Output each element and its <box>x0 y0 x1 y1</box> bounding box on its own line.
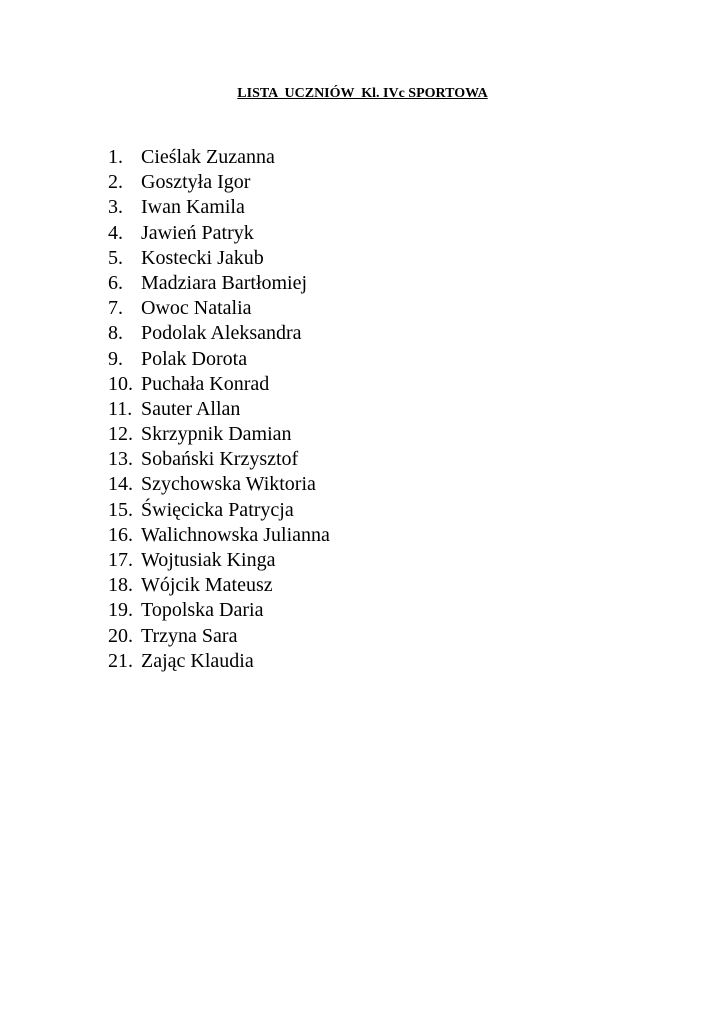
list-item <box>108 598 330 623</box>
list-item-name: Polak Dorota <box>141 347 248 370</box>
list-item <box>108 573 330 598</box>
list-item <box>108 296 330 321</box>
list-item <box>108 422 330 447</box>
list-item-name: Sauter Allan <box>141 397 241 420</box>
list-item-number: 8. <box>108 322 123 345</box>
list-item-name: Szychowska Wiktoria <box>141 473 316 496</box>
list-item <box>108 271 330 296</box>
list-item-name: Madziara Bartłomiej <box>141 271 308 294</box>
list-item-name: Podolak Aleksandra <box>141 322 302 345</box>
list-item-number: 15. <box>108 498 133 521</box>
list-item <box>108 347 330 372</box>
list-item-name: Kostecki Jakub <box>141 246 264 269</box>
list-item <box>108 649 330 674</box>
list-item-name: Skrzypnik Damian <box>141 423 292 446</box>
page-title: LISTA UCZNIÓW Kl. IVc SPORTOWA <box>237 86 488 101</box>
list-item <box>108 145 330 170</box>
list-item-name: Wójcik Mateusz <box>141 574 273 597</box>
list-item <box>108 397 330 422</box>
list-item-name: Walichnowska Julianna <box>141 523 330 546</box>
list-item-name: Święcicka Patrycja <box>141 498 294 521</box>
student-list <box>108 145 330 674</box>
list-item-number: 12. <box>108 423 133 446</box>
list-item-name: Sobański Krzysztof <box>141 448 299 471</box>
list-item-number: 16. <box>108 523 133 546</box>
list-item-number: 7. <box>108 297 123 320</box>
list-item-number: 13. <box>108 448 133 471</box>
list-item-name: Zając Klaudia <box>141 649 254 672</box>
list-item-number: 9. <box>108 347 123 370</box>
list-item-name: Topolska Daria <box>141 599 264 622</box>
list-item-name: Owoc Natalia <box>141 297 252 320</box>
list-item-number: 3. <box>108 196 123 219</box>
list-item <box>108 321 330 346</box>
list-item-number: 14. <box>108 473 133 496</box>
list-item-name: Iwan Kamila <box>141 196 245 219</box>
list-item-number: 1. <box>108 146 123 168</box>
list-item <box>108 447 330 472</box>
list-item-name: Trzyna Sara <box>141 624 238 647</box>
list-item-number: 5. <box>108 246 123 269</box>
list-item-number: 18. <box>108 574 133 597</box>
list-item-number: 21. <box>108 649 133 672</box>
list-item-number: 10. <box>108 372 133 395</box>
list-item-number: 17. <box>108 549 133 571</box>
list-item-number: 11. <box>108 397 133 420</box>
list-item <box>108 372 330 397</box>
list-item <box>108 246 330 271</box>
list-item <box>108 624 330 649</box>
list-item-name: Gosztyła Igor <box>141 171 251 194</box>
list-item-number: 19. <box>108 599 133 622</box>
list-item <box>108 523 330 548</box>
list-item-number: 6. <box>108 271 123 294</box>
list-item-number: 2. <box>108 171 123 194</box>
list-item-name: Wojtusiak Kinga <box>141 549 276 571</box>
list-item-name: Puchała Konrad <box>141 372 270 395</box>
list-item-number: 20. <box>108 624 133 647</box>
list-item <box>108 221 330 246</box>
list-item-number: 4. <box>108 221 123 244</box>
list-item <box>108 498 330 523</box>
list-item-name: Cieślak Zuzanna <box>141 146 275 168</box>
list-item <box>108 170 330 195</box>
list-item <box>108 472 330 497</box>
list-item <box>108 195 330 220</box>
list-item-name: Jawień Patryk <box>141 221 254 244</box>
list-item <box>108 548 330 573</box>
